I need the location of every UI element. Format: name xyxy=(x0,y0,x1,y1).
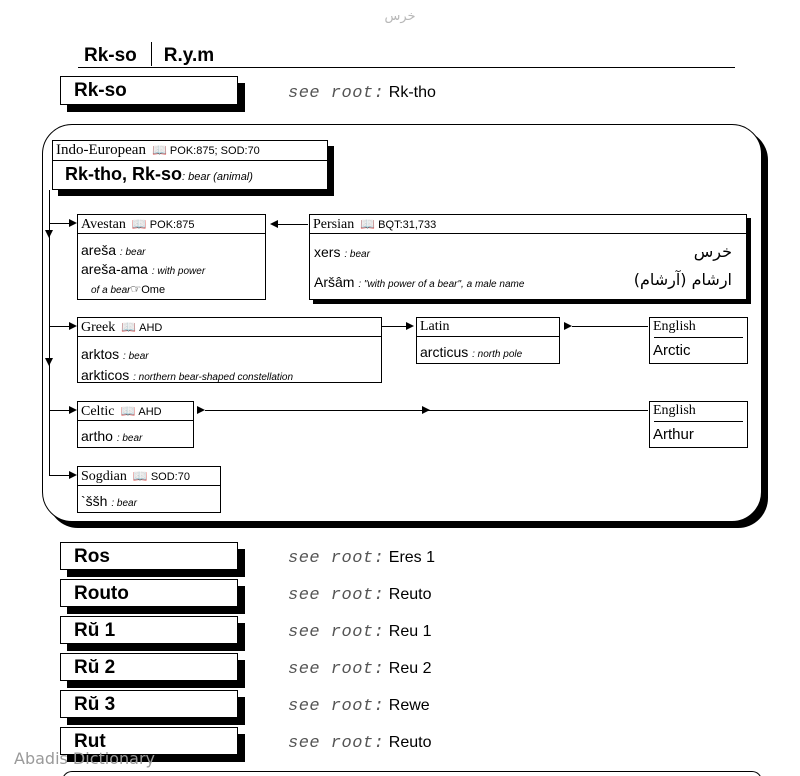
branch-avestan-arrow xyxy=(69,219,77,227)
persian-gloss-2: : "with power of a bear", a male name xyxy=(358,279,525,290)
persian-arabic-1: خرس xyxy=(693,242,732,261)
see-root-label: see root: xyxy=(288,660,385,679)
ie-root-box xyxy=(52,140,328,190)
see-root-target[interactable]: Eres 1 xyxy=(388,549,436,566)
celtic-english-arrow-2 xyxy=(422,406,430,414)
latin-lang: Latin xyxy=(420,319,450,334)
avestan-persian-line xyxy=(278,224,308,225)
see-root-label: see root: xyxy=(288,623,385,642)
root-entry-name: Rk-so xyxy=(74,80,127,101)
lang-box-latin xyxy=(416,317,560,364)
persian-sources: BQT:31,733 xyxy=(378,219,437,231)
greek-body xyxy=(78,337,381,387)
see-root-target[interactable]: Reu 2 xyxy=(388,660,432,677)
branch-sogdian-line xyxy=(49,475,69,476)
entry-see-line xyxy=(288,623,431,642)
branch-greek-arrow xyxy=(69,322,77,330)
english2-word[interactable]: Arthur xyxy=(653,426,694,443)
sogdian-body xyxy=(78,486,220,509)
avestan-word-1: areša xyxy=(81,242,117,258)
see-root-label: see root: xyxy=(288,697,385,716)
persian-header xyxy=(310,215,746,234)
english1-header xyxy=(650,318,747,337)
avestan-note[interactable]: Ome xyxy=(141,284,166,296)
root-entry[interactable] xyxy=(60,653,238,681)
celtic-gloss-1: : bear xyxy=(116,433,143,444)
ie-sources: POK:875; SOD:70 xyxy=(169,145,260,157)
sogdian-header xyxy=(78,467,220,486)
root-entry-name: Ros xyxy=(74,546,110,567)
branch-greek-line xyxy=(49,326,69,327)
root-entry-name: Rut xyxy=(74,731,106,752)
ie-family: Indo-European xyxy=(56,142,146,158)
greek-latin-line xyxy=(382,326,408,327)
latin-gloss-1: : north pole xyxy=(472,349,523,360)
lang-box-avestan xyxy=(77,214,266,300)
root-entry-name: Rŭ 2 xyxy=(74,657,116,678)
see-root-label: see root: xyxy=(288,549,385,568)
celtic-header xyxy=(78,402,193,421)
ie-header xyxy=(53,141,327,161)
root-entry[interactable] xyxy=(60,542,238,570)
sogdian-sources: SOD:70 xyxy=(150,471,190,483)
avestan-word-2: areša-ama xyxy=(81,261,148,277)
persian-gloss-1: : bear xyxy=(344,249,370,260)
entry-see-line xyxy=(288,660,431,679)
branch-avestan-line xyxy=(49,223,69,224)
book-icon: 📖 xyxy=(132,469,148,483)
root-entry[interactable] xyxy=(60,616,238,644)
celtic-lang: Celtic xyxy=(81,404,115,419)
root-see-line xyxy=(288,84,436,103)
english1-lang: English xyxy=(653,319,696,334)
english1-body xyxy=(650,338,747,359)
branch-celtic-line xyxy=(49,410,69,411)
see-root-target[interactable]: Reuto xyxy=(388,586,432,603)
branch-sogdian-arrow xyxy=(69,471,77,479)
header-left: Rk-so xyxy=(84,45,137,66)
english2-body xyxy=(650,422,747,443)
entry-see-line xyxy=(288,549,435,568)
greek-gloss-1: : bear xyxy=(123,351,149,362)
book-icon: 📖 xyxy=(121,320,137,334)
lang-box-sogdian xyxy=(77,466,221,513)
greek-header xyxy=(78,318,381,337)
trunk-arrow-2 xyxy=(45,358,53,366)
latin-word-1: arcticus xyxy=(420,344,469,360)
see-root-label: see root: xyxy=(288,84,385,103)
greek-lang: Greek xyxy=(81,320,116,335)
ie-forms: Rk-tho, Rk-so xyxy=(65,164,182,184)
english2-header xyxy=(650,402,747,421)
latin-english-arrow xyxy=(564,322,572,330)
persian-arabic-2: ارشام (آرشام) xyxy=(633,270,732,289)
sogdian-lang: Sogdian xyxy=(81,469,127,484)
root-entry-name: Rŭ 1 xyxy=(74,620,116,641)
entry-see-line xyxy=(288,697,430,716)
ie-gloss: : bear (animal) xyxy=(182,171,253,183)
entry-see-line xyxy=(288,734,431,753)
lang-box-persian xyxy=(309,214,747,300)
avestan-gloss-2: : with power xyxy=(151,266,206,277)
root-entry[interactable] xyxy=(60,579,238,607)
header-right: R.y.m xyxy=(163,45,215,66)
book-icon: 📖 xyxy=(131,217,147,231)
branch-celtic-arrow xyxy=(69,406,77,414)
header-divider xyxy=(151,42,152,66)
latin-body xyxy=(417,337,559,360)
see-root-target[interactable]: Rewe xyxy=(388,697,430,714)
sogdian-gloss-1: : bear xyxy=(111,498,137,509)
footer-brand: Abadis Dictionary xyxy=(14,749,155,768)
book-icon: 📖 xyxy=(120,404,136,418)
english1-word[interactable]: Arctic xyxy=(653,342,691,359)
greek-sources: AHD xyxy=(139,322,163,334)
pointing-hand-icon: ☞ xyxy=(130,282,142,296)
persian-body xyxy=(310,234,746,299)
avestan-persian-arrow xyxy=(270,220,278,228)
celtic-word-1: artho xyxy=(81,428,113,444)
greek-word-2: arkticos xyxy=(81,367,130,383)
lang-box-english-2 xyxy=(649,401,748,448)
lang-box-english-1 xyxy=(649,317,748,364)
entry-see-line xyxy=(288,586,431,605)
section-header xyxy=(84,42,214,67)
latin-english-line xyxy=(572,326,648,327)
root-entry[interactable] xyxy=(60,690,238,718)
celtic-english-arrow-1 xyxy=(197,406,205,414)
persian-lang: Persian xyxy=(313,217,355,232)
greek-word-1: arktos xyxy=(81,346,120,362)
persian-word-1: xers xyxy=(314,244,341,260)
see-root-target[interactable]: Reu 1 xyxy=(388,623,432,640)
avestan-sources: POK:875 xyxy=(149,219,195,231)
next-panel-edge xyxy=(62,771,762,776)
header-rule xyxy=(78,67,735,68)
see-root-target[interactable]: Reuto xyxy=(388,734,432,751)
book-icon: 📖 xyxy=(360,217,376,231)
english2-lang: English xyxy=(653,403,696,418)
root-entry-rkso[interactable] xyxy=(60,76,238,105)
persian-word-2: Aršâm xyxy=(314,274,355,290)
avestan-body xyxy=(78,234,265,299)
avestan-header xyxy=(78,215,265,234)
celtic-body xyxy=(78,421,193,444)
greek-gloss-2: : northern bear-shaped constellation xyxy=(133,372,294,383)
avestan-gloss-1: : bear xyxy=(119,247,146,258)
lang-box-celtic xyxy=(77,401,194,448)
page-title: خرس xyxy=(384,9,416,24)
see-root-label: see root: xyxy=(288,586,385,605)
see-root-target[interactable]: Rk-tho xyxy=(388,84,436,101)
lang-box-greek xyxy=(77,317,382,383)
avestan-lang: Avestan xyxy=(81,217,126,232)
see-root-label: see root: xyxy=(288,734,385,753)
greek-latin-arrow xyxy=(406,322,414,330)
ie-forms-line xyxy=(53,161,327,191)
root-entry-name: Rŭ 3 xyxy=(74,694,116,715)
sogdian-word-1: `ššh xyxy=(81,493,108,509)
celtic-sources: AHD xyxy=(138,406,162,418)
book-icon: 📖 xyxy=(151,143,167,157)
avestan-gloss-2b: of a bear xyxy=(91,285,131,296)
root-entry-name: Routo xyxy=(74,583,129,604)
trunk-arrow-1 xyxy=(45,230,53,238)
latin-header xyxy=(417,318,559,337)
